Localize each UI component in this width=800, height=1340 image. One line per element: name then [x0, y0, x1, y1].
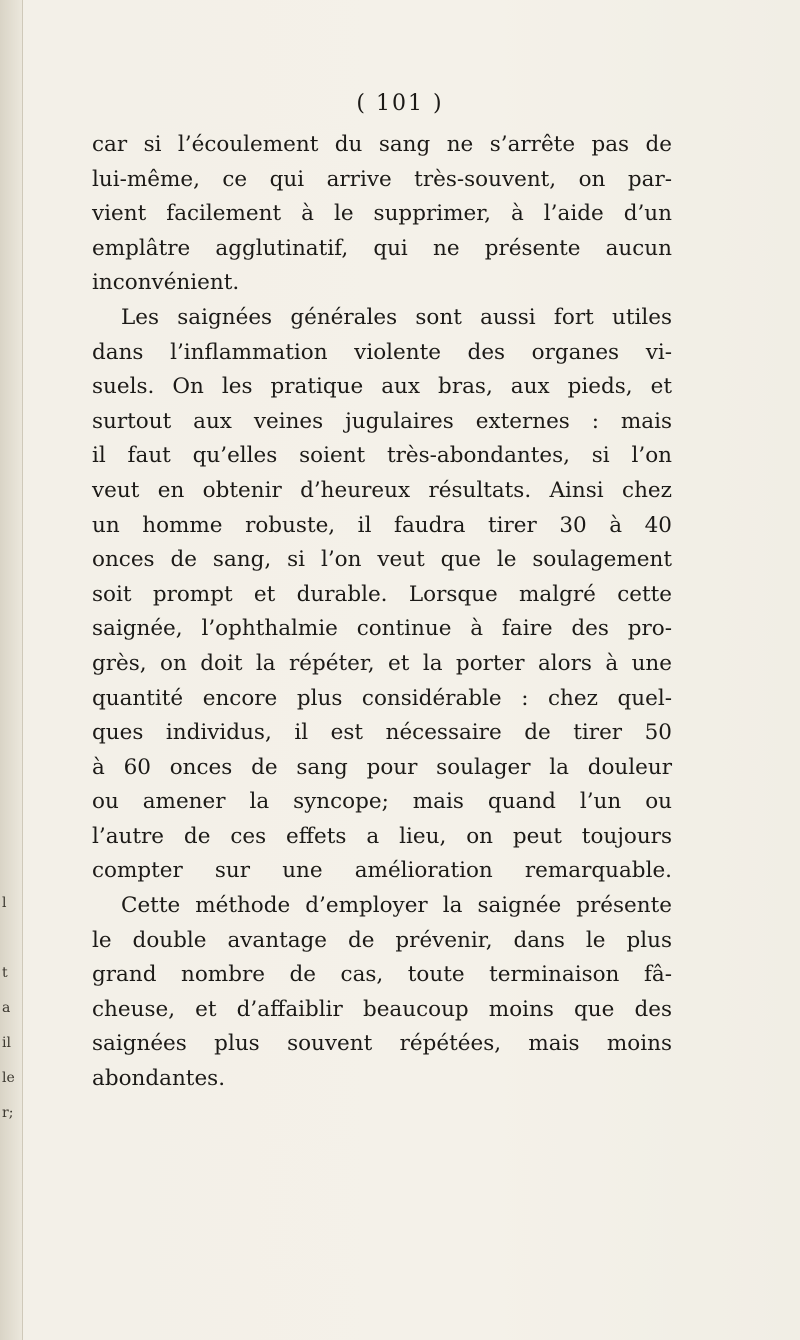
page-number: ( 101 ): [356, 91, 444, 116]
text-line: compter sur une amélioration remarquable.: [92, 858, 672, 884]
text-line: lui-même, ce qui arrive très-souvent, on par-: [92, 166, 672, 192]
text-line: soit prompt et durable. Lorsque malgré cette: [92, 581, 672, 607]
text-line: grand nombre de cas, toute terminaison fâ-: [92, 962, 672, 988]
text-line: veut en obtenir d’heureux résultats. Ainsi chez: [92, 477, 672, 503]
text-line: grès, on doit la répéter, et la porter alors à une: [92, 650, 672, 676]
gutter-mark: le: [2, 1070, 15, 1086]
gutter-mark: a: [2, 1000, 11, 1016]
text-line: vient facilement à le supprimer, à l’aide d’un: [92, 201, 672, 227]
text-line: à 60 onces de sang pour soulager la douleur: [92, 754, 672, 780]
text-line: ou amener la syncope; mais quand l’un ou: [92, 789, 672, 815]
text-line: un homme robuste, il faudra tirer 30 à 40: [92, 512, 672, 538]
text-line: suels. On les pratique aux bras, aux pieds, et: [92, 374, 672, 400]
text-line: saignées plus souvent répétées, mais moins: [92, 1031, 672, 1057]
text-line: l’autre de ces effets a lieu, on peut toujours: [92, 823, 672, 849]
gutter-mark: l: [2, 895, 7, 911]
gutter-mark: t: [2, 965, 8, 981]
text-line: dans l’inflammation violente des organes vi-: [92, 339, 672, 365]
gutter-mark: il: [2, 1035, 11, 1051]
text-line: surtout aux veines jugulaires externes : mais: [92, 408, 672, 434]
gutter-mark: r;: [2, 1105, 14, 1121]
text-line: inconvénient.: [92, 270, 240, 296]
text-line: il faut qu’elles soient très-abondantes, si l’on: [92, 443, 672, 469]
body-text: [92, 128, 672, 1097]
text-line: cheuse, et d’affaiblir beaucoup moins que des: [92, 996, 672, 1022]
text-line: le double avantage de prévenir, dans le plus: [92, 927, 672, 953]
text-line: onces de sang, si l’on veut que le soulagement: [92, 547, 672, 573]
facing-page-gutter: [0, 0, 23, 1340]
text-line: abondantes.: [92, 1066, 226, 1092]
text-line: emplâtre agglutinatif, qui ne présente aucun: [92, 235, 672, 261]
text-line: quantité encore plus considérable : chez quel-: [92, 685, 672, 711]
text-line: car si l’écoulement du sang ne s’arrête pas de: [92, 132, 672, 157]
text-line: saignée, l’ophthalmie continue à faire des pro-: [92, 616, 672, 642]
text-line: Cette méthode d’employer la saignée présente: [121, 893, 672, 919]
text-line: Les saignées générales sont aussi fort utiles: [121, 304, 672, 330]
text-line: ques individus, il est nécessaire de tirer 50: [92, 720, 672, 746]
